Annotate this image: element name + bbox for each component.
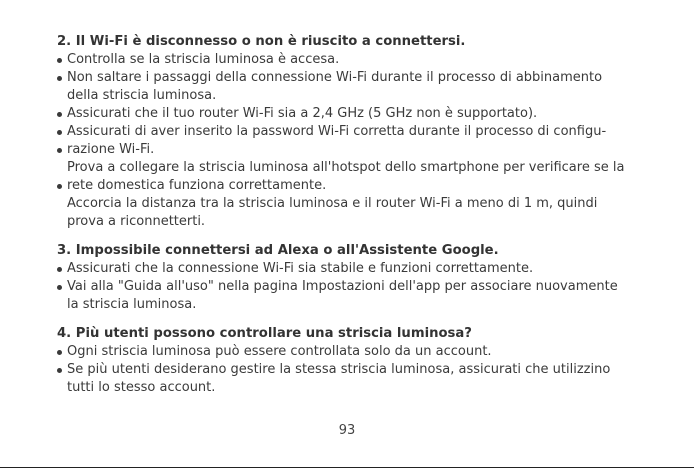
bullet-continuation [57, 379, 657, 397]
bullet-text: Prova a collegare la striscia luminosa all'hotspot dello smartphone per verificare se la [67, 160, 625, 175]
bullet-continuation [57, 195, 657, 213]
bullet-text: prova a riconnetterti. [67, 214, 206, 229]
bottom-divider [0, 467, 694, 468]
bullet-dot-icon [57, 148, 62, 153]
bullet-item [57, 123, 657, 141]
bullet-dot-icon [57, 368, 62, 373]
bullet-text: Controlla se la striscia luminosa è accesa. [67, 52, 340, 67]
bullet-continuation [57, 213, 657, 231]
section-heading: 3. Impossibile connettersi ad Alexa o all'Assistente Google. [57, 243, 499, 258]
faq-section [57, 33, 657, 231]
bullet-item [57, 69, 657, 87]
bullet-text: Ogni striscia luminosa può essere controllata solo da un account. [67, 344, 492, 359]
bullet-continuation [57, 296, 657, 314]
bullet-dot-icon [57, 267, 62, 272]
bullet-item [57, 278, 657, 296]
bullet-text: Assicurati di aver inserito la password Wi-Fi corretta durante il processo di configu- [67, 124, 607, 139]
bullet-item [57, 343, 657, 361]
bullet-text: Assicurati che la connessione Wi-Fi sia stabile e funzioni correttamente. [67, 261, 534, 276]
bullet-text: tutti lo stesso account. [67, 380, 216, 395]
bullet-dot-icon [57, 184, 62, 189]
bullet-text: rete domestica funziona correttamente. [67, 178, 327, 193]
bullet-text: Se più utenti desiderano gestire la stessa striscia luminosa, assicurati che utilizzino [67, 362, 611, 377]
page-number: 93 [338, 423, 356, 438]
bullet-dot-icon [57, 130, 62, 135]
bullet-item [57, 105, 657, 123]
bullet-text: Non saltare i passaggi della connessione Wi-Fi durante il processo di abbinamento [67, 70, 603, 85]
faq-section [57, 325, 657, 397]
bullet-text: Assicurati che il tuo router Wi-Fi sia a 2,4 GHz (5 GHz non è supportato). [67, 106, 538, 121]
faq-content [57, 33, 657, 397]
section-heading: 4. Più utenti possono controllare una striscia luminosa? [57, 326, 472, 341]
bullet-item [57, 260, 657, 278]
bullet-dot-icon [57, 112, 62, 117]
bullet-text: Accorcia la distanza tra la striscia luminosa e il router Wi-Fi a meno di 1 m, quindi [67, 196, 598, 211]
faq-section [57, 242, 657, 314]
bullet-text: della striscia luminosa. [67, 88, 217, 103]
bullet-dot-icon [57, 58, 62, 63]
bullet-item [57, 141, 657, 159]
bullet-item [57, 361, 657, 379]
section-spacer [57, 314, 657, 325]
bullet-continuation [57, 159, 657, 177]
bullet-text: la striscia luminosa. [67, 297, 197, 312]
bullet-dot-icon [57, 350, 62, 355]
bullet-text: Vai alla "Guida all'uso" nella pagina Impostazioni dell'app per associare nuovamente [67, 279, 618, 294]
bullet-text: razione Wi-Fi. [67, 142, 155, 157]
section-heading: 2. Il Wi-Fi è disconnesso o non è riuscito a connettersi. [57, 34, 466, 49]
bullet-dot-icon [57, 285, 62, 290]
bullet-dot-icon [57, 76, 62, 81]
bullet-continuation [57, 87, 657, 105]
bullet-item [57, 51, 657, 69]
section-spacer [57, 231, 657, 242]
bullet-item [57, 177, 657, 195]
